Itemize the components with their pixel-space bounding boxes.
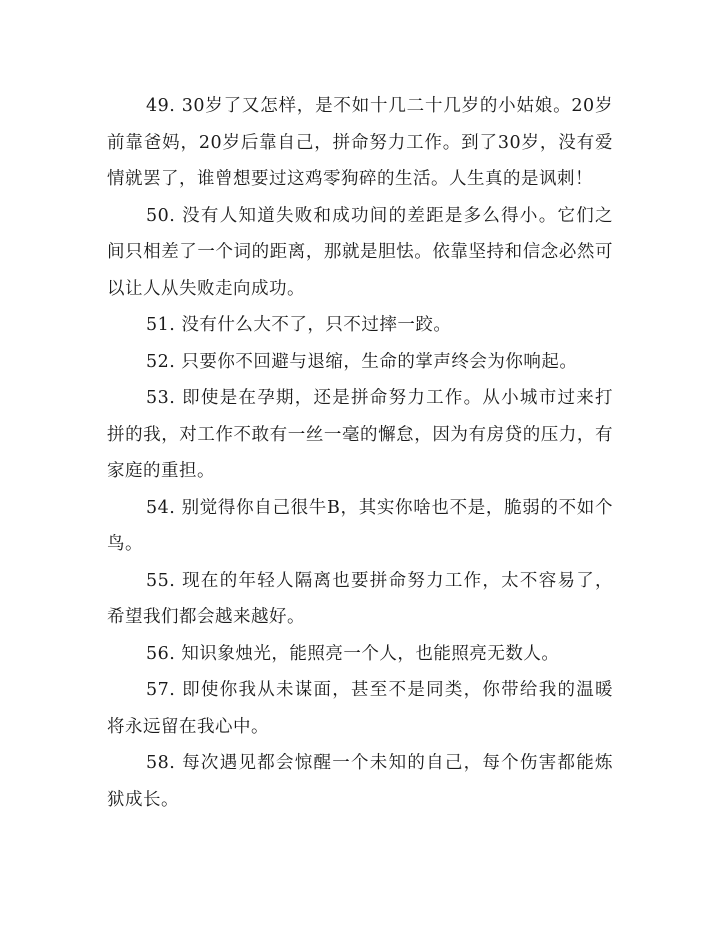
paragraph-50: 50. 没有人知道失败和成功间的差距是多么得小。它们之间只相差了一个词的距离，那就是胆怯。依靠坚持和信念必然可以让人从失败走向成功。 bbox=[107, 205, 613, 299]
paragraph-51: 51. 没有什么大不了，只不过摔一跤。 bbox=[146, 315, 452, 335]
paragraph-55: 55. 现在的年轻人隔离也要拼命努力工作，太不容易了，希望我们都会越来越好。 bbox=[107, 570, 613, 627]
paragraph-58: 58. 每次遇见都会惊醒一个未知的自己，每个伤害都能炼狱成长。 bbox=[107, 753, 613, 810]
paragraph-56: 56. 知识象烛光，能照亮一个人，也能照亮无数人。 bbox=[146, 643, 560, 664]
paragraph-57: 57. 即使你我从未谋面，甚至不是同类，你带给我的温暖将永远留在我心中。 bbox=[107, 680, 613, 737]
document-body bbox=[107, 88, 613, 818]
paragraph-54: 54. 别觉得你自己很牛B，其实你啥也不是，脆弱的不如个鸟。 bbox=[107, 497, 613, 554]
paragraph-53: 53. 即使是在孕期，还是拼命努力工作。从小城市过来打拼的我，对工作不敢有一丝一毫的懈怠，因为有房贷的压力，有家庭的重担。 bbox=[107, 388, 613, 481]
paragraph-52: 52. 只要你不回避与退缩，生命的掌声终会为你响起。 bbox=[146, 351, 578, 372]
paragraph-49: 49. 30岁了又怎样，是不如十几二十几岁的小姑娘。20岁前靠爸妈，20岁后靠自己，拼命努力工作。到了30岁，没有爱情就罢了，谁曾想要过这鸡零狗碎的生活。人生真的是讽刺！ bbox=[107, 96, 613, 189]
